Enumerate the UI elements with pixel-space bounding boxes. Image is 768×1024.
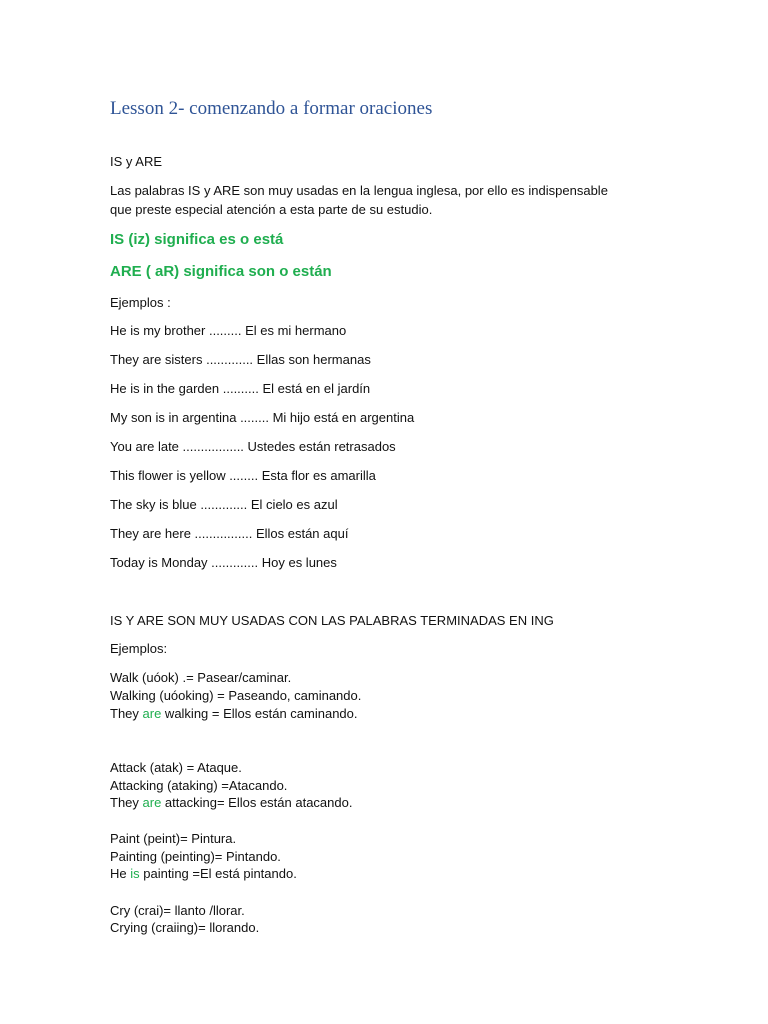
- line-text: He: [110, 866, 131, 881]
- is-meaning-heading: IS (iz) significa es o está: [110, 231, 284, 248]
- group-paint-line-2: Painting (peinting)= Pintando.: [110, 849, 281, 864]
- example-line: They are here ................ Ellos están aquí: [110, 526, 349, 541]
- highlight-verb: is: [130, 866, 140, 881]
- line-text: They: [110, 795, 143, 810]
- section-heading-ing: IS Y ARE SON MUY USADAS CON LAS PALABRAS TERMINADAS EN ING: [110, 613, 554, 628]
- intro-paragraph: [110, 181, 670, 219]
- group-paint-line-1: Paint (peint)= Pintura.: [110, 831, 237, 846]
- group-attack-line-1: Attack (atak) = Ataque.: [110, 760, 242, 775]
- example-line: He is my brother ......... El es mi hermano: [110, 323, 347, 338]
- example-line: My son is in argentina ........ Mi hijo está en argentina: [110, 410, 415, 425]
- example-line: They are sisters ............. Ellas son hermanas: [110, 352, 371, 367]
- highlight-verb: are: [142, 795, 162, 810]
- group-cry-line-2: Crying (craiing)= llorando.: [110, 920, 260, 935]
- line-text: attacking= Ellos están atacando.: [161, 795, 353, 810]
- examples-label: Ejemplos :: [110, 295, 171, 310]
- group-walk-line-1: Walk (uóok) .= Pasear/caminar.: [110, 670, 292, 685]
- examples2-label: Ejemplos:: [110, 641, 168, 656]
- group-attack-line-3: [110, 794, 352, 812]
- line-text: They: [110, 706, 143, 721]
- highlight-verb: are: [142, 706, 162, 721]
- group-attack-line-2: Attacking (ataking) =Atacando.: [110, 778, 288, 793]
- line-text: walking = Ellos están caminando.: [161, 706, 358, 721]
- group-paint-line-3: [110, 865, 297, 883]
- example-line: Today is Monday ............. Hoy es lunes: [110, 555, 337, 570]
- example-line: This flower is yellow ........ Esta flor es amarilla: [110, 468, 376, 483]
- example-line: The sky is blue ............. El cielo es azul: [110, 497, 338, 512]
- example-line: He is in the garden .......... El está en el jardín: [110, 381, 371, 396]
- intro-line-2: que preste especial atención a esta parte de su estudio.: [110, 202, 433, 217]
- line-text: painting =El está pintando.: [139, 866, 297, 881]
- section-heading-is-are: IS y ARE: [110, 154, 163, 169]
- group-walk-line-2: Walking (uóoking) = Paseando, caminando.: [110, 688, 362, 703]
- example-line: You are late ................. Ustedes están retrasados: [110, 439, 396, 454]
- intro-line-1: Las palabras IS y ARE son muy usadas en la lengua inglesa, por ello es indispensable: [110, 183, 608, 198]
- lesson-title: Lesson 2- comenzando a formar oraciones: [110, 98, 433, 119]
- group-cry-line-1: Cry (crai)= llanto /llorar.: [110, 903, 245, 918]
- group-walk-line-3: [110, 705, 358, 723]
- are-meaning-heading: ARE ( aR) significa son o están: [110, 263, 332, 280]
